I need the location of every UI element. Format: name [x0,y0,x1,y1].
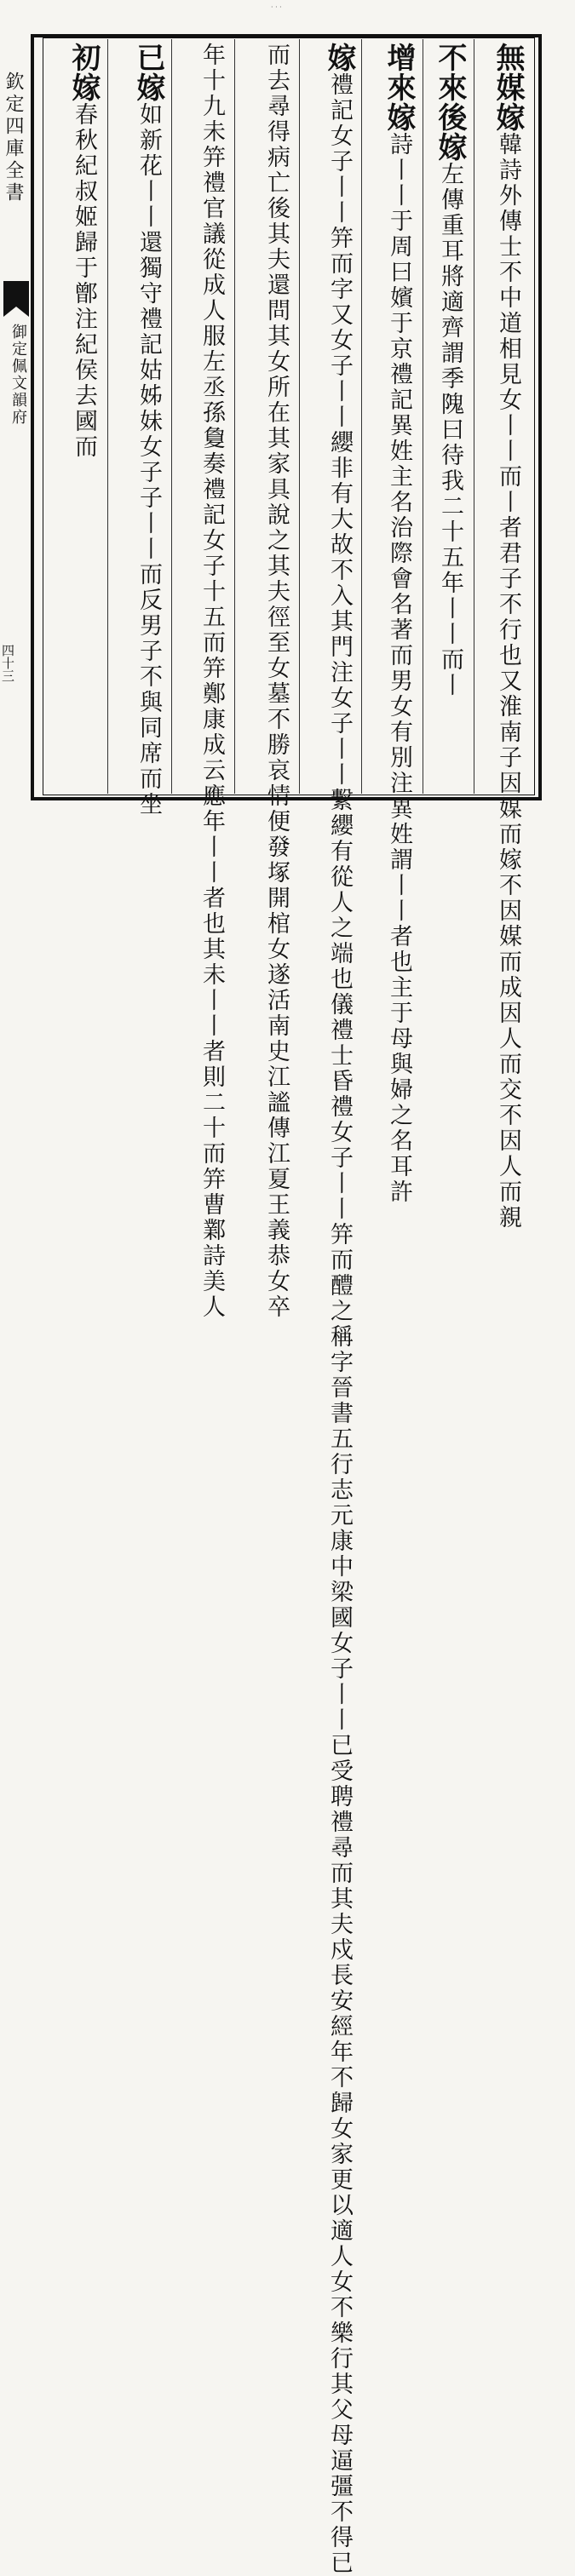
text-column-7 [111,43,170,818]
entry-heading: 嫁 [322,43,356,72]
entry-heading: 增來嫁 [382,43,416,132]
column-rule [107,39,108,794]
entry-text: 而去尋得病亡後其夫還問其女所在其家具說之其夫徑至女墓不勝哀情便發塚開棺女遂活南史江謐傳江夏王義恭女卒 [263,43,290,1320]
text-column-8 [48,43,106,792]
column-rule [361,39,362,794]
top-printer-mark: · · · [271,3,282,11]
entry-text: 左傳重耳將適齊謂季隗曰待我二十五年丨丨而丨 [437,162,463,698]
column-rule [299,39,300,794]
entry-heading: 無媒嫁 [491,43,525,132]
text-column-2 [426,43,472,792]
entry-text: 年十九未笄禮官議從成人服左丞孫敻奏禮記女子十五而笄鄭康成云應年丨丨者也其未丨丨者則二十而笄曹鄴詩美人 [198,43,225,1320]
entry-text: 詩丨丨于周曰嬪于京禮記異姓主名治際會名著而男女有別注異姓謂丨丨者也主于母與婦之名耳許 [386,132,412,1205]
volume-title: 御定佩文韻府 [9,324,27,426]
entry-text: 禮記女子丨丨笄而字又女子丨丨纓非有大故不入其門注女子丨丨繫纓有從人之端也儀禮士昏禮女子丨丨笄而醴之稱字晉書五行志元康中梁國女子丨丨已受聘禮尋而其夫戍長安經年不歸女家更以適人女不樂行其父母逼彊不得已 [326,72,353,2576]
fishtail-notch-icon [3,307,29,317]
column-rule [234,39,235,794]
text-column-3 [365,43,421,1205]
fishtail-mark-icon [3,281,29,307]
page-number: 四十三 [0,644,15,682]
text-column-1 [477,43,530,1231]
column-rule [171,39,172,794]
entry-heading: 初嫁 [66,43,101,102]
entry-text: 春秋紀叔姬歸于鄫注紀侯去國而 [71,102,97,460]
text-column-5 [237,43,298,1320]
page-gutter [0,34,31,800]
book-title: 欽定四庫全書 [3,72,24,204]
text-column-6 [174,43,233,1320]
entry-text: 韓詩外傳士不中道相見女丨丨而丨者君子不行也又淮南子因媒而嫁不因媒而成因人而交不因人而親 [495,132,521,1231]
entry-heading: 已嫁 [131,43,165,102]
entry-text: 如新花丨丨還獨守禮記姑姊妹女子子丨丨而反男子不與同席而坐 [135,102,162,818]
entry-heading: 不來後嫁 [433,43,467,162]
text-column-4 [302,43,361,2576]
